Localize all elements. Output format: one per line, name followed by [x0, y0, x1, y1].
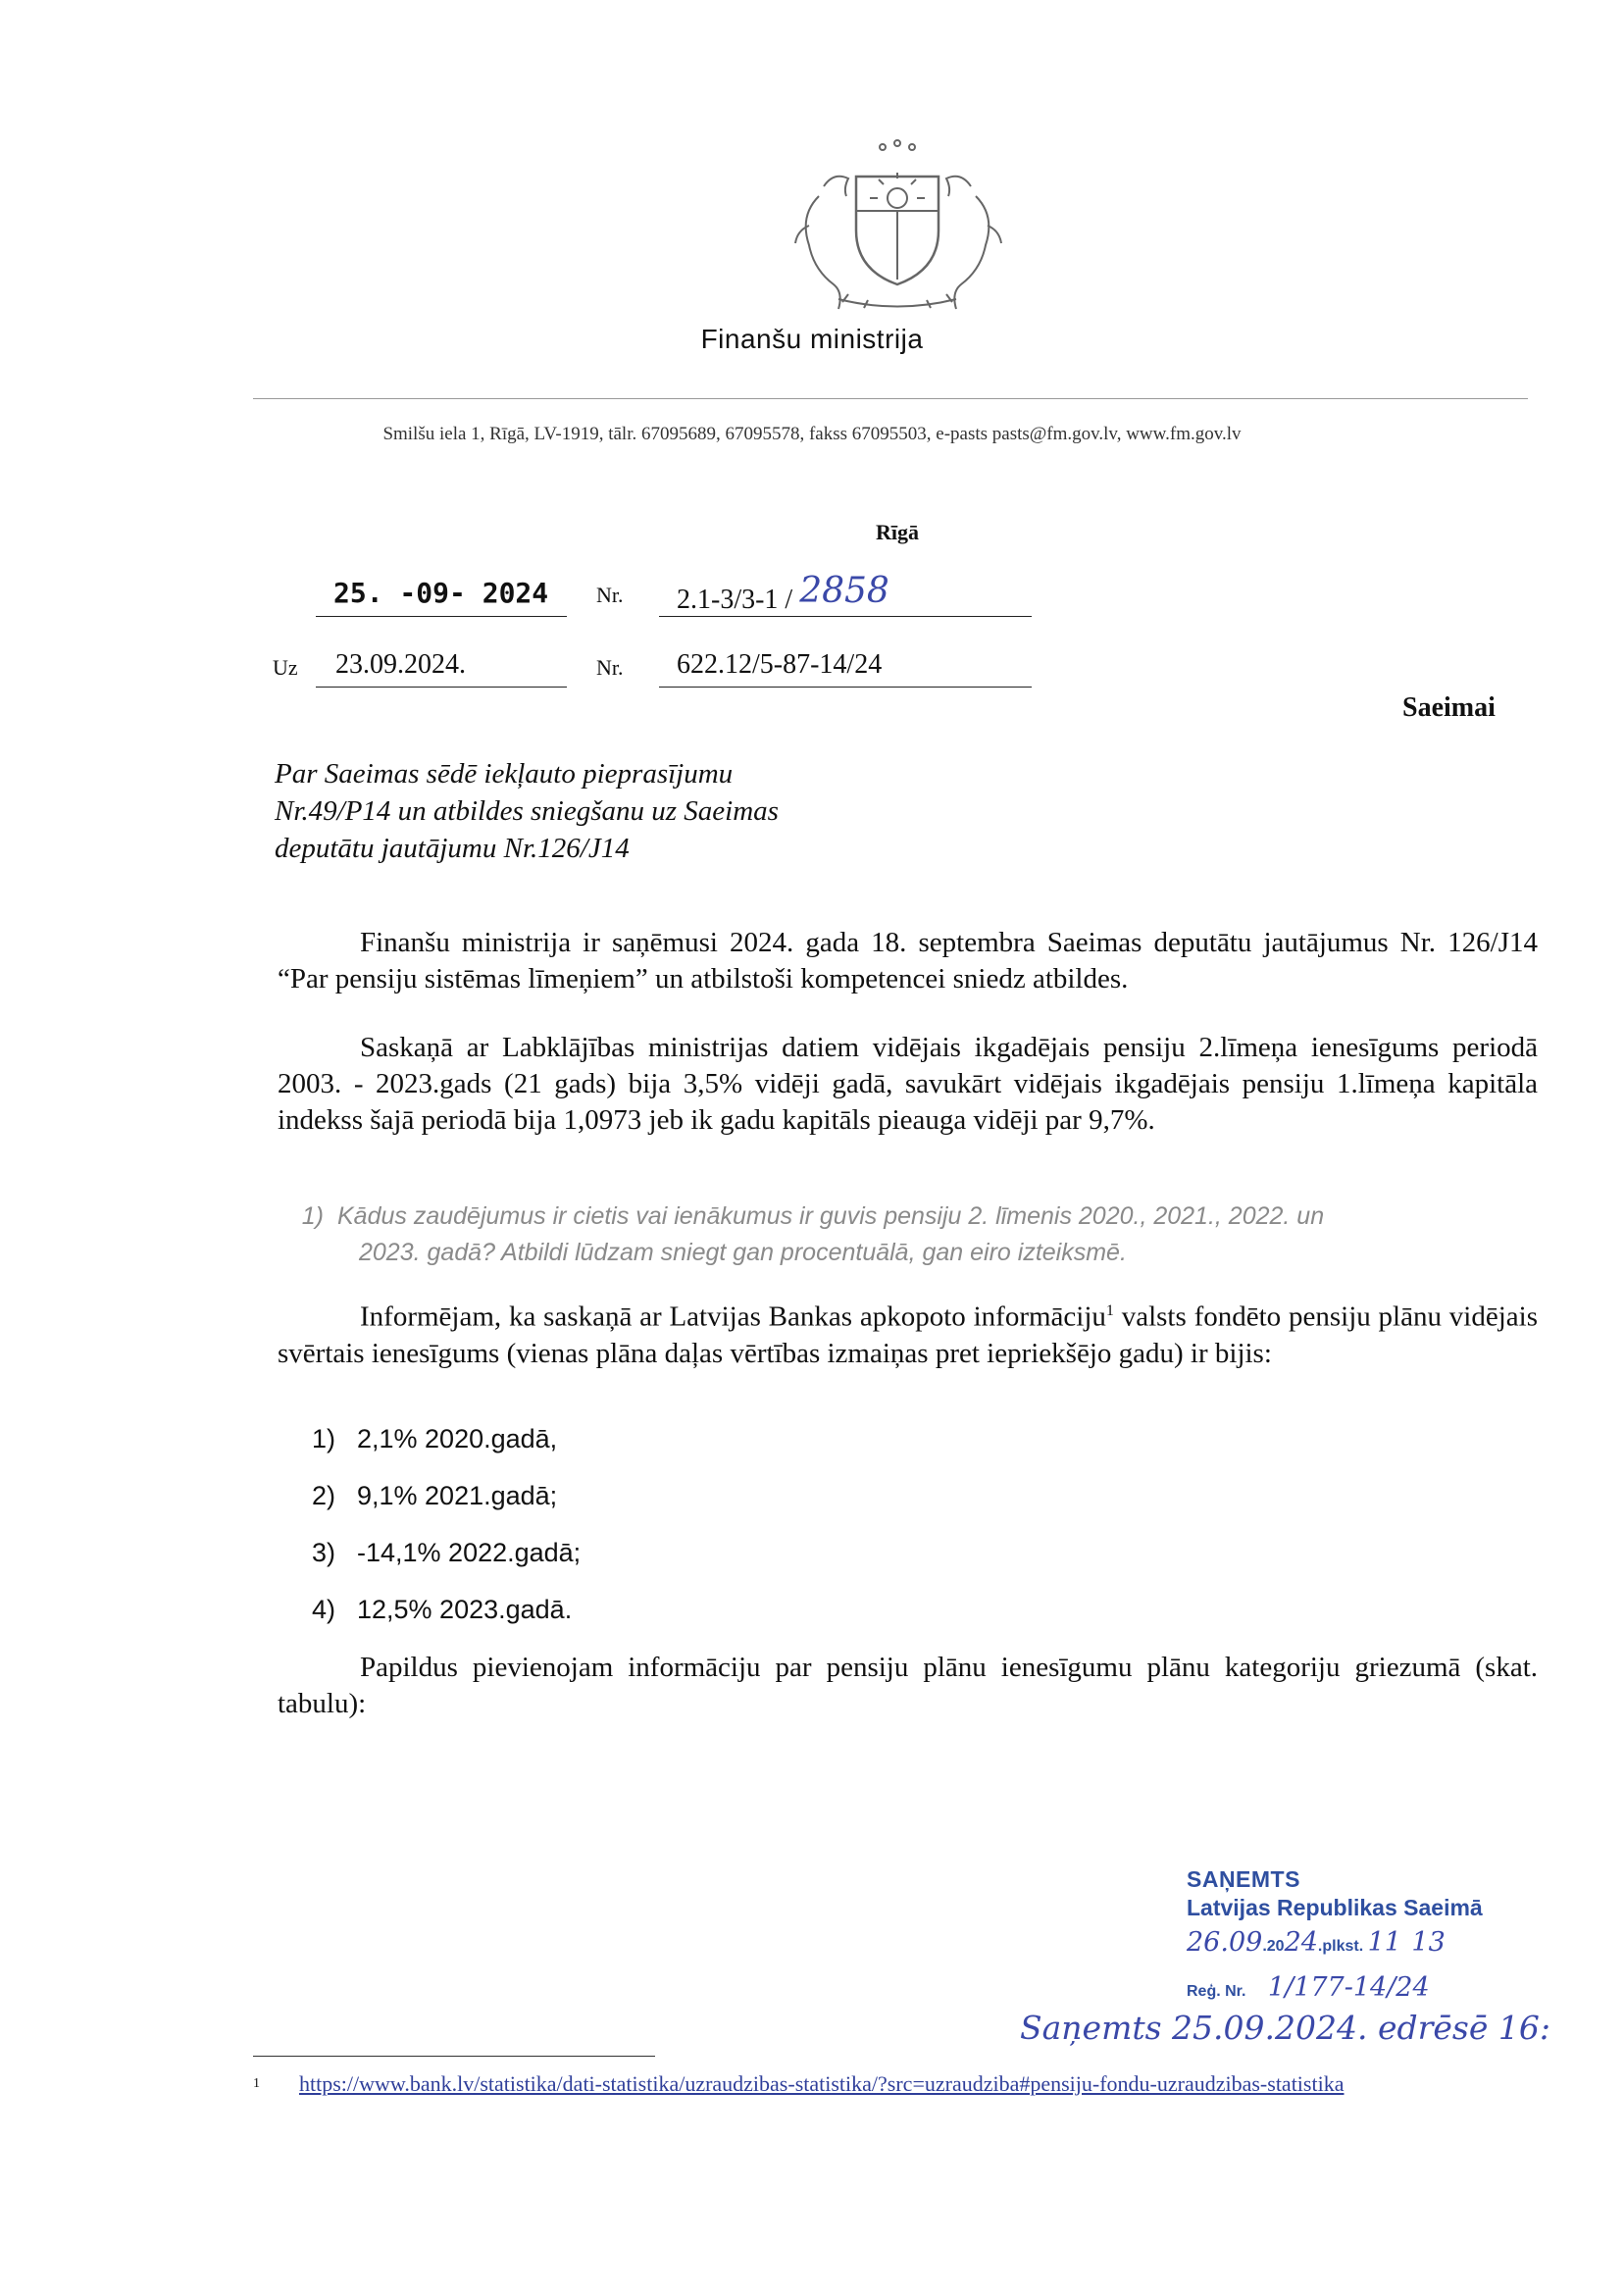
- stamp-month: 09: [1228, 1927, 1263, 1958]
- list-item: 4) 12,5% 2023.gadā.: [312, 1595, 573, 1624]
- handwritten-received-note: Saņemts 25.09.2024. edrēsē 16:: [1020, 2009, 1550, 2047]
- nr-label: Nr.: [596, 583, 624, 607]
- reference-nr-label: Nr.: [596, 655, 624, 680]
- date-field-line: [316, 616, 567, 617]
- question-line: 1) Kādus zaudējumus ir cietis vai ienākumus ir guvis pensiju 2. līmenis 2020., 2021., 2022. un: [277, 1198, 1551, 1235]
- question-number: 1): [301, 1202, 324, 1230]
- coat-of-arms-emblem: [780, 137, 1015, 319]
- footnote-link[interactable]: https://www.bank.lv/statistika/dati-statistika/uzraudzibas-statistika/?src=uzraudziba#pensiju-fondu-uzraudzibas-statistika: [299, 2071, 1345, 2096]
- list-item: 3) -14,1% 2022.gadā;: [312, 1538, 582, 1567]
- reference-date: 23.09.2024.: [335, 649, 466, 680]
- stamp-day: 26.: [1187, 1927, 1229, 1958]
- received-stamp: [1187, 1866, 1540, 2012]
- list-item: 2) 9,1% 2021.gadā;: [312, 1481, 558, 1510]
- stamp-organization: Latvijas Republikas Saeimā: [1187, 1895, 1483, 1920]
- reference-number-line: [659, 687, 1032, 688]
- header-divider: [253, 398, 1528, 399]
- place-of-issue: Rīgā: [876, 520, 919, 544]
- subject-line: Par Saeimas sēdē iekļauto pieprasījumu: [275, 758, 734, 790]
- ministry-address: Smilšu iela 1, Rīgā, LV-1919, tālr. 67095689, 67095578, fakss 67095503, e-pasts pasts@fm.gov.lv, www.fm.gov.lv: [382, 424, 1242, 444]
- letter-subject: [275, 755, 961, 867]
- stamp-reg-row: [1187, 1972, 1540, 2012]
- stamp-time-label: .plkst.: [1317, 1938, 1364, 1955]
- question-line: 2023. gadā? Atbildi lūdzam sniegt gan procentuālā, gan eiro izteiksmē.: [359, 1239, 1127, 1266]
- recipient: Saeimai: [1402, 692, 1496, 723]
- stamp-title: SAŅEMTS: [1187, 1866, 1300, 1892]
- subject-line: Nr.49/P14 un atbildes sniegšanu uz Saeimas: [275, 795, 779, 827]
- body-paragraph-answer: Informējam, ka saskaņā ar Latvijas Bankas apkopoto informāciju$^1$ valsts fondēto pensiju plānu vidējais svērtais ienesīgums (vienas plāna daļas vērtības izmaiņas pret iepriekšējo gadu) ir bijis:: [278, 1300, 1538, 1369]
- reference-number: 622.12/5-87-14/24: [677, 649, 883, 680]
- stamp-reg-number: 1/177-14/24: [1267, 1972, 1430, 2003]
- body-paragraph-intro: Finanšu ministrija ir saņēmusi 2024. gada 18. septembra Saeimas deputātu jautājumus Nr. 126/J14 “Par pensiju sistēmas līmeņiem” un atbilstoši kompetencei sniedz atbildes.: [278, 927, 1538, 994]
- stamp-date-row: [1187, 1927, 1540, 1966]
- uz-label: Uz: [273, 655, 298, 680]
- stamp-year: 24: [1284, 1927, 1318, 1958]
- ministry-name: Finanšu ministrija: [700, 324, 924, 354]
- stamp-year-prefix: .20: [1262, 1938, 1285, 1955]
- stamp-hour: 11: [1367, 1927, 1401, 1958]
- document-date-stamp: 25. -09- 2024: [333, 577, 549, 609]
- footnote-divider: [253, 2056, 655, 2057]
- body-paragraph-statistics: Saskaņā ar Labklājības ministrijas datiem vidējais ikgadējais pensiju 2.līmeņa ienesīgums periodā 2003. - 2023.gads (21 gads) bija 3,5% vidēji gadā, savukārt vidējais ikgadējais pensiju 1.līmeņa kapitāla indekss šajā periodā bija 1,0973 jeb ik gadu kapitāls pieauga vidēji par 9,7%.: [278, 1032, 1538, 1136]
- footnote-mark: 1: [253, 2076, 260, 2091]
- deputy-question: [277, 1198, 1551, 1271]
- document-number: [677, 571, 889, 617]
- stamp-minute: 13: [1411, 1927, 1446, 1958]
- list-item: 1) 2,1% 2020.gadā,: [312, 1424, 558, 1453]
- footnote: [253, 2069, 1538, 2099]
- document-number-prefix: 2.1-3/3-1 /: [677, 585, 793, 615]
- subject-line: deputātu jautājumu Nr.126/J14: [275, 833, 630, 864]
- footnote-reference: 1: [1105, 1302, 1114, 1319]
- reference-date-line: [316, 687, 567, 688]
- number-field-line: [659, 616, 1032, 617]
- body-paragraph-table-intro: Papildus pievienojam informāciju par pensiju plānu ienesīgumu plānu kategoriju griezumā (skat. tabulu):: [278, 1652, 1538, 1719]
- stamp-reg-label: Reģ. Nr.: [1187, 1983, 1246, 2000]
- document-number-handwritten: 2858: [799, 571, 889, 611]
